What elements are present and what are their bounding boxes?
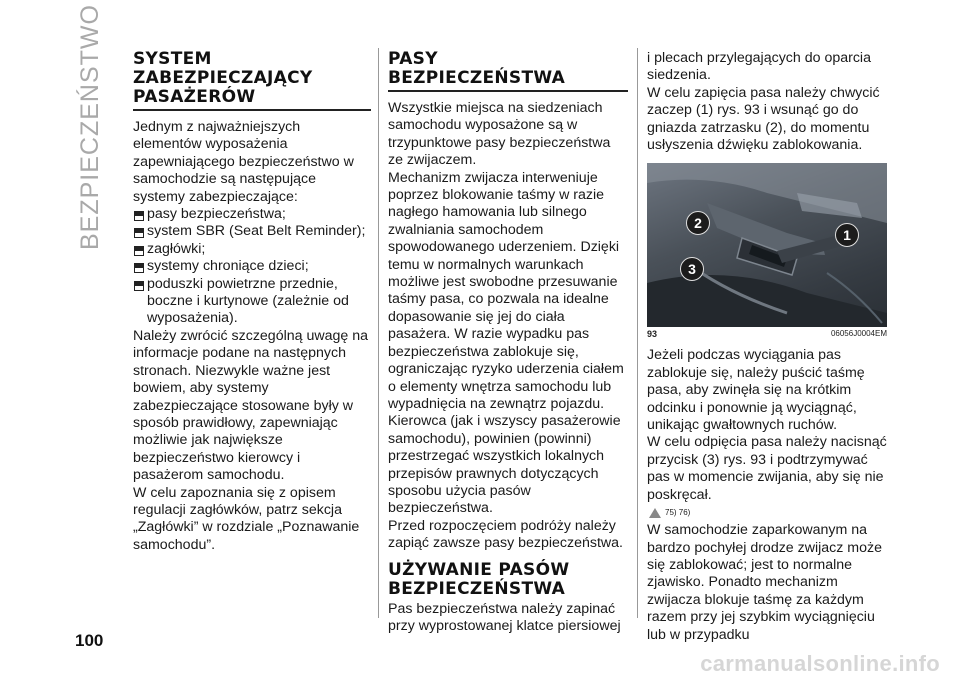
warning-triangle-icon (649, 508, 661, 518)
heading-line: PASY (388, 49, 438, 69)
paragraph: W celu zapięcia pasa należy chwycić zaczep (1) rys. 93 i wsunąć go do gniazda zatrzasku (2), do momentu usłyszenia dźwięku zablokowania. (647, 84, 880, 154)
paragraph: Przed rozpoczęciem podróży należy zapiąć zawsze pasy bezpieczeństwa. (388, 517, 624, 552)
callout-1: 1 (835, 223, 859, 247)
paragraph: Należy zwrócić szczególną uwagę na informacje podane na następnych stronach. Niezwykle ważne jest bowiem, aby systemy zabezpieczające stosowane były w sposób prawidłowy, zapewniając możliwie jak największe bezpieczeństwo kierowcy i pasażerom samochodu. (133, 327, 368, 484)
paragraph: i plecach przylegających do oparcia siedzenia. (647, 50, 871, 84)
figure-code: 06056J0004EM (830, 329, 887, 339)
section-heading-system (133, 50, 371, 111)
seat-belt-buckle-figure (647, 163, 887, 327)
paragraph: Kierowca (jak i wszyscy pasażerowie samochodu), powinien (powinni) przestrzegać wszystkich lokalnych przepisów prawnych dotyczących sposobu użycia pasów bezpieczeństwa. (388, 413, 621, 517)
heading-line: SYSTEM (133, 49, 212, 69)
section-heading-seat-belts (388, 50, 628, 92)
list-item: pasy bezpieczeństwa; (133, 206, 371, 223)
heading-line: BEZPIECZEŃSTWA (388, 68, 566, 88)
heading-line: PASAŻERÓW (133, 87, 256, 107)
chapter-side-title: BEZPIECZEŃSTWO (76, 4, 104, 250)
warning-refs: 75) 76) (665, 508, 691, 518)
list-item: zagłówki; (133, 241, 371, 258)
intro-paragraph: Jednym z najważniejszych elementów wyposażenia zapewniającego bezpieczeństwo w samochodzie są następujące systemy zabezpieczające: (133, 119, 354, 205)
warning-reference (649, 507, 887, 519)
paragraph: W celu odpięcia pasa należy nacisnąć przycisk (3) rys. 93 i podtrzymywać pas w momencie zwijania, aby się nie poskręcał. (647, 434, 887, 503)
callout-2: 2 (686, 211, 710, 235)
column-3 (647, 50, 887, 644)
page-number: 100 (75, 631, 104, 650)
heading-line: ZABEZPIECZAJĄCY (133, 68, 313, 88)
heading-line: UŻYWANIE PASÓW (388, 559, 570, 580)
heading-line: BEZPIECZEŃSTWA (388, 578, 566, 599)
column-1 (133, 50, 371, 554)
list-item: system SBR (Seat Belt Reminder); (133, 223, 371, 240)
paragraph: Wszystkie miejsca na siedzeniach samochodu wyposażone są w trzypunktowe pasy bezpieczeństwa ze zwijaczem. (388, 100, 611, 169)
column-divider (378, 48, 379, 618)
paragraph: Jeżeli podczas wyciągania pas zablokuje się, należy puścić taśmę pasa, aby zwinęła się na krótkim odcinku i ponownie ją wyciągnąć, unikając gwałtownych ruchów. (647, 347, 865, 434)
paragraph: Mechanizm zwijacza interweniuje poprzez blokowanie taśmy w razie nagłego hamowania lub silnego zwalniania samochodem spowodowanego uderzeniem. Dzięki temu w normalnych warunkach możliwe jest swobodne przesuwanie taśmy pasa, co pozwala na idealne dopasowanie się jej do ciała pasażera. W razie wypadku pas bezpieczeństwa zablokuje się, ograniczając ryzyko uderzenia ciałem o elementy wnętrza samochodu lub wypadnięcia na zewnątrz pojazdu. (388, 169, 624, 412)
sub-heading-using-belts (388, 561, 628, 599)
list-item: poduszki powietrzne przednie, boczne i kurtynowe (zależnie od wyposażenia). (133, 276, 371, 328)
column-divider (637, 48, 638, 618)
paragraph: W samochodzie zaparkowanym na bardzo pochyłej drodze zwijacz może się zablokować; jest to normalne zjawisko. Ponadto mechanizm zwijacza blokuje taśmę za każdym razem przy jej szybkim wyciągnięciu lub w przypadku (647, 522, 882, 643)
paragraph: Pas bezpieczeństwa należy zapinać przy wyprostowanej klatce piersiowej (388, 600, 621, 634)
figure-number: 93 (647, 329, 658, 340)
column-2 (388, 50, 628, 635)
callout-3: 3 (680, 257, 704, 281)
figure-caption (647, 329, 887, 339)
list-item: systemy chroniące dzieci; (133, 258, 371, 275)
paragraph: W celu zapoznania się z opisem regulacji zagłówków, patrz sekcja „Zagłówki” w rozdziale „Poznawanie samochodu”. (133, 484, 360, 553)
restraint-systems-list (133, 206, 371, 328)
watermark: carmanualsonline.info (700, 651, 940, 676)
